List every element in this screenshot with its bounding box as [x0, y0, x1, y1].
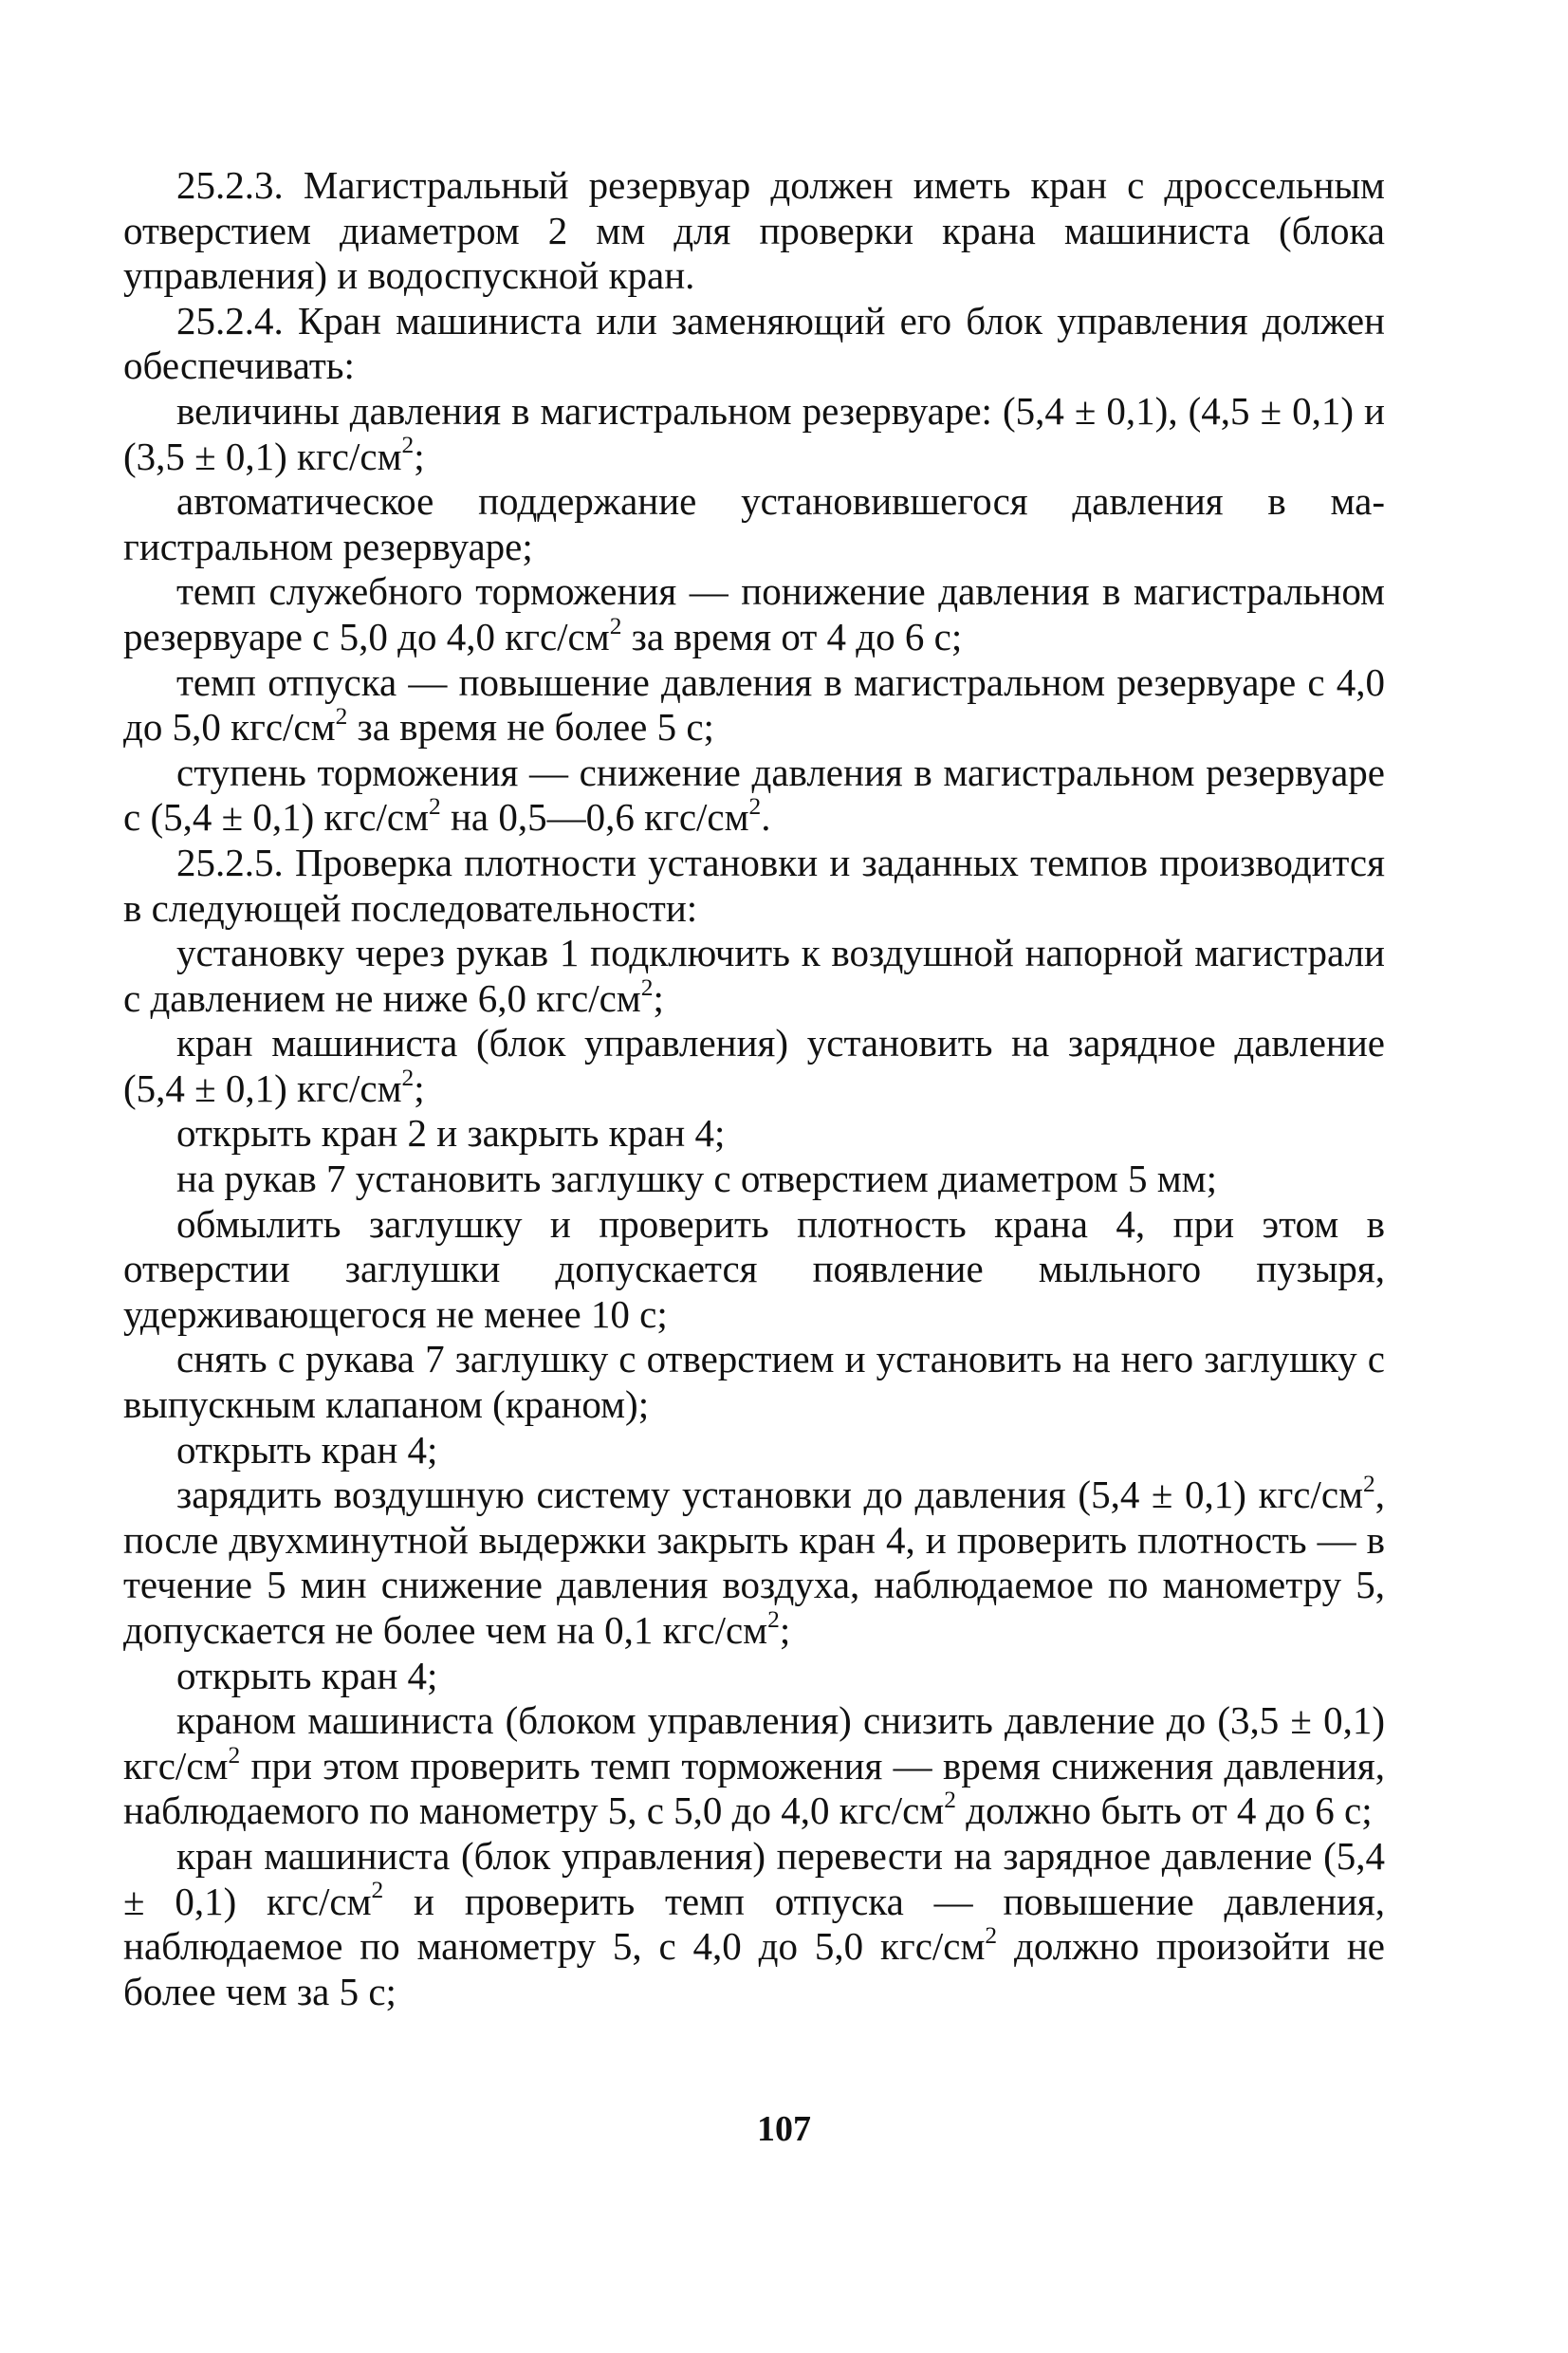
text-run: должно произойти не более чем за 5 с;	[123, 1924, 1385, 2013]
paragraph	[123, 1834, 1385, 2014]
text-run: открыть кран 4;	[176, 1653, 438, 1697]
superscript: 2	[401, 432, 415, 459]
paragraph	[123, 1202, 1385, 1338]
paragraph	[123, 1698, 1385, 1834]
paragraph	[123, 389, 1385, 479]
text-run: зарядить воздушную систему установки до давления (5,4 ± 0,1) кгс/см	[176, 1473, 1364, 1517]
superscript: 2	[985, 1921, 998, 1949]
paragraph	[123, 1473, 1385, 1653]
text-run: темп отпуска — повышение давления в магистральном резервуаре с 4,0 до 5,0 кгс/см	[123, 659, 1385, 750]
superscript: 2	[748, 793, 762, 821]
text-run: .	[761, 795, 771, 840]
text-run: на 0,5—0,6 кгс/см	[440, 795, 749, 840]
paragraph	[123, 1111, 1385, 1157]
page-number: 107	[757, 2109, 811, 2149]
paragraph	[123, 163, 1385, 299]
text-run: ;	[414, 434, 425, 478]
paragraph	[123, 1337, 1385, 1427]
superscript: 2	[428, 793, 441, 821]
text-run: за время от 4 до 6 с;	[621, 614, 963, 658]
text-run: краном машиниста (блоком управления) снизить давление до (3,5 ± 0,1) кгс/см	[123, 1698, 1385, 1788]
paragraph	[123, 660, 1385, 750]
superscript: 2	[371, 1877, 384, 1904]
paragraph	[123, 479, 1385, 569]
text-run: темп служебного торможения — понижение давления в магистральном резервуаре с 5,0 до 4,0 кгс/см	[123, 569, 1385, 658]
text-run: ступень торможения — снижение давления в магистральном резервуаре с (5,4 ± 0,1) кгс/см	[123, 750, 1385, 840]
superscript: 2	[228, 1741, 241, 1769]
text-run: открыть кран 2 и закрыть кран 4;	[176, 1111, 726, 1156]
text-run: ;	[779, 1608, 791, 1652]
text-run: на рукав 7 установить заглушку с отверстием диаметром 5 мм;	[176, 1157, 1217, 1201]
superscript: 2	[401, 1064, 415, 1091]
text-run: и проверить темп отпуска — повышение давления, наблюдаемое по манометру 5, с 4,0 до 5,0 кгс/см	[123, 1879, 1385, 1969]
text-run: 25.2.3. Магистральный резервуар должен иметь кран с дроссельным отверстием диаметром 2 мм для проверки крана машиниста (блока управления) и водоспускной кран.	[123, 163, 1385, 298]
paragraph	[123, 750, 1385, 841]
paragraph	[123, 569, 1385, 659]
paragraph	[123, 841, 1385, 931]
text-run: 25.2.5. Проверка плотности установки и заданных темпов производится в следующей последовательности:	[123, 840, 1385, 930]
superscript: 2	[1363, 1471, 1375, 1498]
text-run: при этом проверить темп торможения — время снижения давления, наблюдаемого по манометру 5, с 5,0 до 4,0 кгс/см	[123, 1743, 1385, 1833]
text-run: установку через рукав 1 подключить к воздушной напорной магистрали с давлением не ниже 6,0 кгс/см	[123, 931, 1385, 1020]
text-run: автоматическое поддержание установившегося давления в магистральном резервуаре;	[123, 479, 1385, 568]
text-run: снять с рукава 7 заглушку с отверстием и установить на него заглушку с выпускным клапаном (краном);	[123, 1337, 1385, 1427]
superscript: 2	[767, 1605, 780, 1633]
text-run: открыть кран 4;	[176, 1427, 438, 1472]
paragraph	[123, 299, 1385, 389]
text-run: 25.2.4. Кран машиниста или заменяющий его блок управления должен обеспечивать:	[123, 298, 1385, 388]
text-run: ;	[653, 975, 664, 1020]
body-text	[123, 163, 1385, 2014]
text-run: кран машиниста (блок управления) перевести на зарядное давление (5,4 ± 0,1) кгс/см	[123, 1833, 1385, 1923]
text-run: обмылить заглушку и проверить плотность крана 4, при этом в отверстии заглушки допускается появление мыльного пузыря, удерживающегося не менее 10 с;	[123, 1201, 1385, 1336]
text-run: ;	[414, 1065, 425, 1110]
superscript: 2	[944, 1787, 956, 1814]
paragraph	[123, 1654, 1385, 1699]
paragraph	[123, 1157, 1385, 1202]
text-run: , после двухминутной выдержки закрыть кран 4, и проверить плотность — в течение 5 мин снижение давления воздуха, наблюдаемое по манометру 5, допускается не более чем на 0,1 кгс/см	[123, 1473, 1385, 1652]
text-run: кран машиниста (блок управления) установить на зарядное давление (5,4 ± 0,1) кгс/см	[123, 1021, 1385, 1110]
text-run: должно быть от 4 до 6 с;	[955, 1788, 1373, 1833]
superscript: 2	[609, 612, 622, 639]
superscript: 2	[640, 973, 654, 1001]
text-run: за время не более 5 с;	[347, 705, 714, 750]
superscript: 2	[335, 702, 348, 730]
paragraph	[123, 1021, 1385, 1111]
text-run: величины давления в магистральном резервуаре: (5,4 ± 0,1), (4,5 ± 0,1) и (3,5 ± 0,1) кгс/см	[123, 388, 1385, 478]
paragraph	[123, 931, 1385, 1021]
paragraph	[123, 1428, 1385, 1473]
